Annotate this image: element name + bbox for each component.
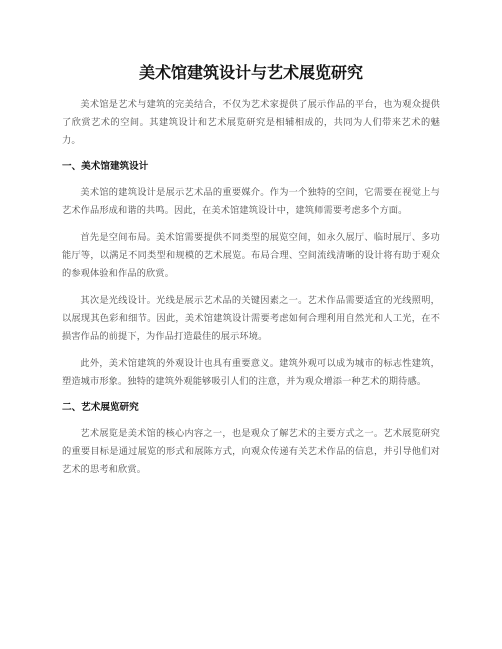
section-heading-exhibition: 二、艺术展览研究 [62, 402, 139, 413]
architecture-paragraph-3: 其次是光线设计。光线是展示艺术品的关键因素之一。艺术作品需要适宜的光线照明，以展现其色彩和细节。因此，美术馆建筑设计需要考虑如何合理利用自然光和人工光，在不损害作品的前提下，为作品打造最佳的展示环境。 [62, 295, 440, 342]
document-title: 美术馆建筑设计与艺术展览研究 [138, 63, 363, 82]
architecture-paragraph-1: 美术馆的建筑设计是展示艺术品的重要媒介。作为一个独特的空间，它需要在视觉上与艺术作品形成和谐的共鸣。因此，在美术馆建筑设计中，建筑师需要考虑多个方面。 [62, 187, 440, 216]
section-heading-architecture: 一、美术馆建筑设计 [62, 161, 149, 172]
architecture-paragraph-2: 首先是空间布局。美术馆需要提供不同类型的展览空间，如永久展厅、临时展厅、多功能厅等，以满足不同类型和规模的艺术展览。布局合理、空间流线清晰的设计将有助于观众的参观体验和作品的欣赏。 [62, 232, 440, 279]
architecture-paragraph-4: 此外，美术馆建筑的外观设计也具有重要意义。建筑外观可以成为城市的标志性建筑，塑造城市形象。独特的建筑外观能够吸引人们的注意，并为观众增添一种艺术的期待感。 [62, 358, 440, 387]
intro-paragraph: 美术馆是艺术与建筑的完美结合，不仅为艺术家提供了展示作品的平台，也为观众提供了欣赏艺术的空间。其建筑设计和艺术展览研究是相辅相成的，共同为人们带来艺术的魅力。 [62, 99, 440, 146]
exhibition-paragraph-1: 艺术展览是美术馆的核心内容之一，也是观众了解艺术的主要方式之一。艺术展览研究的重要目标是通过展览的形式和展陈方式，向观众传递有关艺术作品的信息，并引导他们对艺术的思考和欣赏。 [62, 428, 440, 475]
